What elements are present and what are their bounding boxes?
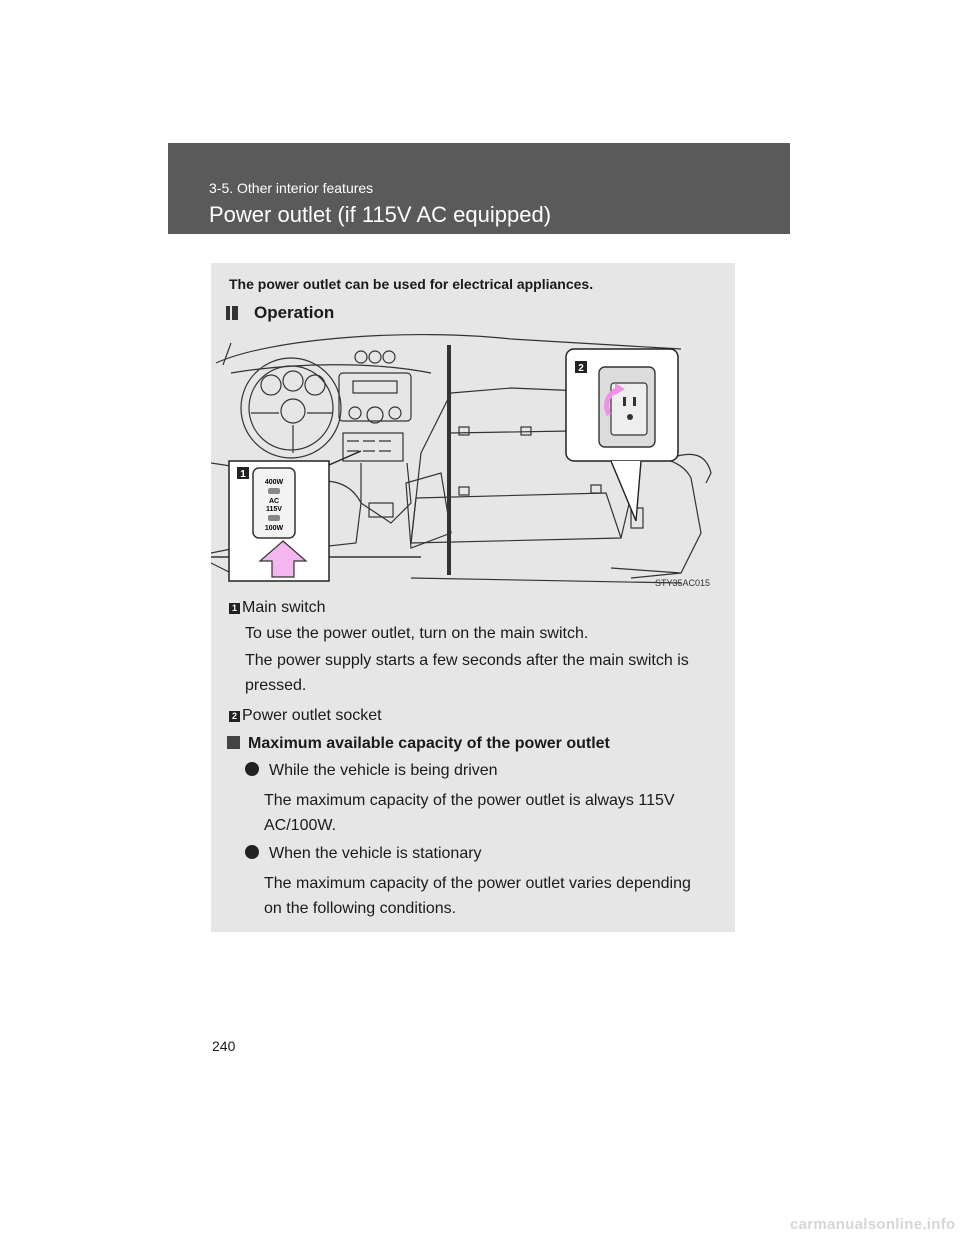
operation-heading-label: Operation xyxy=(254,303,335,322)
point-description-line: The maximum capacity of the power outlet varies depending xyxy=(264,875,691,892)
point-description-line: on the following conditions. xyxy=(264,900,457,917)
figure-code: STY35AC015 xyxy=(655,578,711,588)
switch-label-115v: 115V xyxy=(266,506,282,513)
operation-heading xyxy=(226,303,334,323)
page-header xyxy=(168,143,790,234)
capacity-heading: Maximum available capacity of the power outlet xyxy=(227,731,610,756)
item-power-outlet-socket xyxy=(229,703,382,728)
section-label: 3-5. Other interior features xyxy=(209,180,374,196)
bullet-dot-icon xyxy=(245,762,259,776)
section-marker-icon xyxy=(226,306,238,320)
item-label: Main switch xyxy=(242,599,326,616)
item-number-badge: 2 xyxy=(229,711,240,722)
point-stationary: When the vehicle is stationary xyxy=(245,841,482,866)
switch-label-100w: 100W xyxy=(264,525,284,532)
callout-number-1: 1 xyxy=(240,469,246,480)
item-number-badge: 1 xyxy=(229,603,240,614)
page-title: Power outlet (if 115V AC equipped) xyxy=(209,202,552,227)
point-description-line: AC/100W. xyxy=(264,817,337,834)
item-description-line: pressed. xyxy=(245,677,307,694)
item-description-line: To use the power outlet, turn on the main switch. xyxy=(245,625,589,642)
site-watermark[interactable]: carmanualsonline.info xyxy=(790,1216,956,1233)
point-driven: While the vehicle is being driven xyxy=(245,758,498,783)
square-bullet-icon xyxy=(227,736,240,749)
operation-illustration xyxy=(211,333,735,601)
item-main-switch xyxy=(229,595,326,620)
switch-label-400w: 400W xyxy=(264,479,284,486)
item-description-line: The power supply starts a few seconds after the main switch is xyxy=(245,652,689,669)
page-number: 240 xyxy=(212,1038,236,1054)
callout-number-2: 2 xyxy=(578,363,584,374)
switch-label-ac: AC xyxy=(268,498,280,505)
item-label: Power outlet socket xyxy=(242,707,382,724)
bullet-dot-icon xyxy=(245,845,259,859)
point-description-line: The maximum capacity of the power outlet is always 115V xyxy=(264,792,675,809)
intro-text: The power outlet can be used for electrical appliances. xyxy=(229,276,594,292)
